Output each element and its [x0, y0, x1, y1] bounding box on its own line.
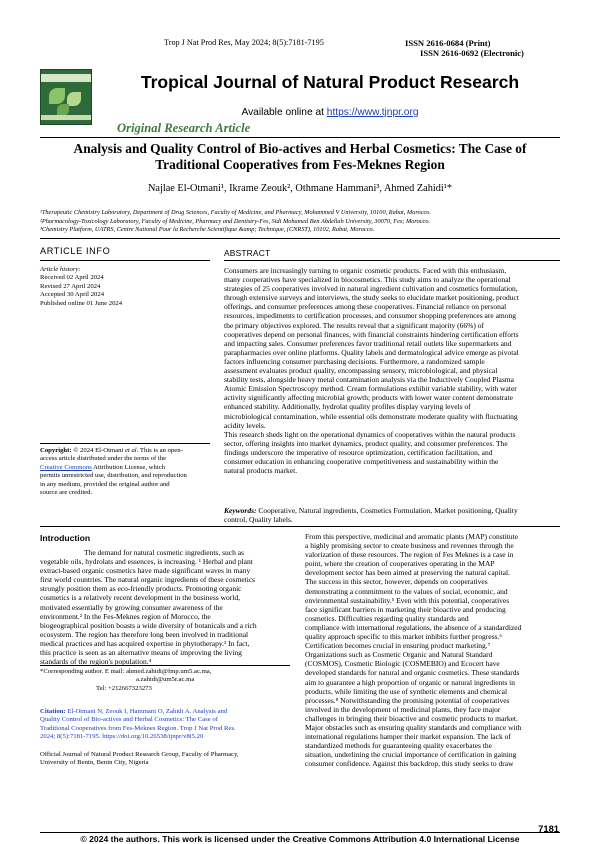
copyright-text: in any medium, provided the original author and [40, 480, 170, 488]
abstract-line: factors influencing consumer purchasing decisions. Furthermore, a randomized sample [224, 356, 485, 366]
citation-text: El-Otmani N, Zeouk I, Hammani O, Zahidi A. Analysis and [65, 708, 228, 715]
abstract-line: many cooperatives have specialized in biocosmetics. This study aims to analyze the operational [224, 275, 511, 285]
body-line: consumer confidence. Against this backdrop, this study seeks to draw [305, 759, 514, 769]
body-line: Major obstacles such as ensuring quality standards and compliance with [305, 722, 522, 732]
abstract-line: sector, offering insights into market dynamics, product quality, and consumer preferences. The [224, 438, 508, 448]
abstract-heading: ABSTRACT [224, 248, 271, 258]
corr-rule [40, 665, 290, 666]
abstract-line: microbiological contamination, while essential oils demonstrate moderate quality with fluctuating [224, 411, 518, 421]
keywords-text: control, Quality labels. [224, 515, 293, 525]
copyright-text: source are credited. [40, 489, 93, 497]
keywords [224, 506, 560, 524]
body-line: standardized methods for guaranteeing quality exacerbates the [305, 741, 493, 751]
official-journal-note [40, 751, 290, 768]
body-line: international regulations hamper their market expansion. The lack of [305, 732, 511, 742]
history-label: Article history: [40, 266, 81, 273]
abstract-line: findings underscore the imperative of resource optimization, certification facilitation, and [224, 447, 493, 457]
abstract-line: and impacting sales. Consumer preferences favor traditional retail outlets like supermarkets and [224, 338, 512, 348]
body-line: compliance with international regulations, the absence of a standardized [305, 622, 522, 632]
article-info-divider [40, 443, 210, 444]
body-line: aim to guarantee a high proportion of organic or natural ingredients in [305, 677, 516, 687]
body-line: point, where the creation of cooperatives operating in the MAP [305, 559, 495, 569]
body-line: situation, underlining the crucial importance of certification in gaining [305, 750, 517, 760]
body-line: development sector has been aimed at preserving the natural capital. [305, 568, 510, 578]
creative-commons-link[interactable]: Creative Commons [40, 463, 92, 471]
license-footer: © 2024 the authors. This work is licensed under the Creative Commons Attribution 4.0 International License [80, 834, 520, 844]
body-line: products, while limiting the use of synthetic elements and chemical [305, 686, 508, 696]
body-line: a highly promising sector to create business and revenues through the [305, 541, 514, 551]
journal-title: Tropical Journal of Natural Product Research [140, 72, 520, 92]
body-line: The success in this sector, however, depends on cooperatives [305, 577, 488, 587]
abstract-line: acidity levels. [224, 420, 266, 430]
introduction-line: medical practices and has acquired expertise in phytotherapy.³ In fact, [40, 638, 250, 648]
paper-title-line: Analysis and Quality Control of Bio-actives and Herbal Cosmetics: The Case of [73, 141, 527, 156]
abstract-line: through extensive surveys and interviews, the study seeks to elucidate market positioning, product [224, 293, 519, 303]
copyright-text: permits unrestricted use, distribution, and reproduction [40, 472, 187, 480]
abstract-line: Consumers are increasingly turning to organic cosmetic products. Faced with this enthusiasm, [224, 266, 507, 275]
abstract-line: stability tests, alongside heavy metal contamination analysis via the Inductively Coupled Plasma [224, 375, 514, 385]
corresponding-author [40, 668, 290, 693]
body-line: cosmetics. Difficulties regarding quality standards and [305, 613, 469, 623]
published-date: Published online 01 June 2024 [40, 299, 123, 307]
body-line: From this perspective, medicinal and aromatic plants (MAP) constitute [305, 532, 519, 541]
keywords-text: Cooperative, Natural ingredients, Cosmetics Formulation, Market positioning, Quality [256, 506, 518, 515]
accepted-date: Accepted 30 April 2024 [40, 291, 105, 299]
copyright-etal: et al. [123, 447, 139, 454]
citation-line: Traditional Cooperatives from Fes-Meknes Region. Trop J Nat Prod Res. [40, 724, 236, 732]
official-line: Official Journal of Natural Product Research Group, Faculty of Pharmacy, [40, 751, 239, 758]
abstract-body [224, 266, 560, 475]
citation-line: 2024; 8(5):7181-7195. https://doi.org/10.26538/tjnpr/v8i5.20 [40, 733, 204, 741]
abstract-line: Atomic Emission Spectroscopy method. Cream formulations exhibit variable stability, with water [224, 384, 517, 394]
body-line: involved in the development of medicinal plants, they face major [305, 704, 501, 714]
revised-date: Revised 27 April 2024 [40, 282, 101, 290]
article-info-heading: ARTICLE INFO [40, 246, 111, 256]
right-column-body [305, 532, 560, 768]
abstract-line: parapharmacies over online platforms. Quality labels and dermatological advice emerge as pivotal [224, 347, 519, 357]
introduction-heading: Introduction [40, 533, 91, 543]
copyright-text: This is an open- [138, 447, 183, 454]
introduction-line: standards of the region's population.⁴ [40, 657, 152, 667]
body-line: Certification becomes crucial in ensuring product marketing.⁷ [305, 641, 491, 651]
keywords-label: Keywords: [224, 506, 257, 515]
citation-block [40, 708, 290, 742]
abstract-line: natural products market. [224, 466, 298, 476]
introduction-line: ecosystem. The region has therefore long been involved in traditional [40, 629, 249, 639]
abstract-line: assessment evaluates product quality, encompassing sensory, microbiological, and physical [224, 366, 498, 376]
issn-print: ISSN 2616-0684 (Print) [405, 38, 491, 48]
abstract-line: consumer education in enhancing cooperative competitiveness and sustainability within the [224, 456, 499, 466]
body-line: demonstrating a commitment to the values of social, economic, and [305, 586, 508, 596]
journal-url-link[interactable]: https://www.tjnpr.org [326, 107, 419, 118]
affiliation-item: ²Pharmacology-Toxicology Laboratory, Faculty of Medicine, Pharmacy and Dentistry-Fes, Sidi Mohamed Ben Abdellah University, 30070, Fes; Morocco. [40, 217, 431, 225]
availability-line [100, 107, 560, 118]
abstract-line: offerings, and consumer preferences among these cooperatives. Financial reliance on personal [224, 302, 507, 312]
paper-title-line: Traditional Cooperatives from Fes-Meknes Region [155, 157, 445, 172]
article-history [40, 266, 122, 308]
corr-phone-line: Tel: +212667323273 [96, 684, 152, 692]
abstract-line: enhanced stability. Additionally, hydrolat quality profiles display varying levels of [224, 402, 471, 412]
introduction-line: this practice is seen as an alternative means of improving the living [40, 648, 242, 658]
affiliation-item: ³Chemistry Platform, UATRS, Centre National Pour la Recherche Scientifique &amp; Technique, (CNRST), 10102, Rabat, Morocco. [40, 226, 375, 234]
abstract-line: resources, impediments to certification processes, and consumer shopping preferences are among [224, 311, 516, 321]
affiliation-rule [40, 238, 560, 239]
body-line: face significant barriers in marketing their bioactive and producing [305, 604, 506, 614]
footer-rule [40, 832, 560, 833]
introduction-line: The demand for natural cosmetic ingredients, such as [84, 548, 244, 557]
body-line: environmental sustainability.⁵ Even with this potential, cooperatives [305, 595, 510, 605]
corr-email-line: a.zahidi@um5r.ac.ma [136, 676, 195, 684]
body-line: (COSMOS), Cosmetic Biologic (COSMEBIO) and Ecocert have [305, 659, 500, 669]
available-prefix: Available online at [241, 107, 327, 118]
page-number: 7181 [538, 823, 559, 834]
introduction-line: vegetable oils, hydrolats and essences, is increasing. ¹ Herbal and plant [40, 557, 253, 567]
copyright-lead: Copyright: [40, 447, 72, 454]
body-line: challenges in bringing their bioactive and cosmetic products to market. [305, 713, 518, 723]
body-line: Organizations such as Cosmetic Organic and Natural Standard [305, 650, 493, 660]
affiliation-item: ¹Therapeutic Chemistry Laboratory, Department of Drug Sciences, Faculty of Medicine, and Pharmacy, Mohammed V University, 10100, Rabat, Morocco. [40, 209, 432, 216]
received-date: Received 02 April 2024 [40, 274, 104, 282]
body-line: developed standards for natural and organic cosmetics. These standards [305, 668, 520, 678]
official-line: University of Benin, Benin City, Nigeria [40, 759, 149, 767]
introduction-line: strongly position them as eco-friendly products. Promoting organic [40, 584, 242, 594]
abstract-rule [40, 526, 560, 527]
introduction-line: first world countries. The natural organic ingredients of these cosmetics [40, 575, 256, 585]
introduction-line: environment.² In the Fes-Meknes region of Morocco, the [40, 611, 211, 621]
paper-title [40, 141, 560, 173]
abstract-line: activity significantly affecting microbial growth; products with lower water content demonstrate [224, 393, 513, 403]
corr-email-line: *Corresponding author. E mail: ahmed.zahidi@fmp.um5.ac.ma, [40, 668, 212, 675]
introduction-body [40, 548, 290, 666]
article-info-underline [40, 260, 210, 261]
citation-line: Quality Control of Bio-actives and Herbal Cosmetics: The Case of [40, 716, 218, 724]
introduction-line: biogeographical position boasts a wide diversity of botanicals and a rich [40, 620, 257, 630]
copyright-text: © 2024 El-Otmani [71, 447, 124, 454]
introduction-line: extract-based organic cosmetics have made significant waves in many [40, 566, 251, 576]
introduction-line: cosmetics is a relatively recent development in the business world, [40, 593, 240, 603]
abstract-line: strategies of 25 cooperatives involved in natural ingredient cultivation and cosmetics formulation, [224, 284, 518, 294]
running-citation: Trop J Nat Prod Res, May 2024; 8(5):7181-7195 [164, 38, 324, 47]
copyright-notice [40, 447, 210, 497]
body-line: valorization of these resources. The region of Fes Meknes is a case in [305, 550, 514, 560]
citation-label: Citation: [40, 708, 66, 715]
abstract-line: cooperatives depend on personal finances, with financial constraints hindering certification efforts [224, 329, 519, 339]
issn-electronic: ISSN 2616-0692 (Electronic) [420, 48, 524, 58]
copyright-text: Attribution License, which [91, 463, 166, 471]
abstract-underline [224, 260, 560, 261]
body-line: processes.⁸ Notwithstanding the promising potential of cooperatives [305, 695, 510, 705]
affiliation-list [40, 209, 560, 235]
introduction-line: motivated essentially by growing consumer awareness of the [40, 602, 223, 612]
author-list: Najlae El-Otmani¹, Ikrame Zeouk², Othmane Hammani³, Ahmed Zahidi¹* [147, 183, 452, 194]
journal-logo [40, 69, 92, 125]
abstract-line: the primary objectives explored. The results reveal that a significant majority (66%) of [224, 320, 484, 330]
header-rule [40, 137, 560, 138]
article-type: Original Research Article [117, 121, 251, 135]
abstract-line: This research sheds light on the operational dynamics of cooperatives within the natural products [224, 429, 516, 439]
citation-line [40, 708, 290, 716]
copyright-text: access article distributed under the terms of the [40, 455, 167, 463]
body-line: quality approach specific to this market inhibits further progress.⁶ [305, 632, 502, 642]
